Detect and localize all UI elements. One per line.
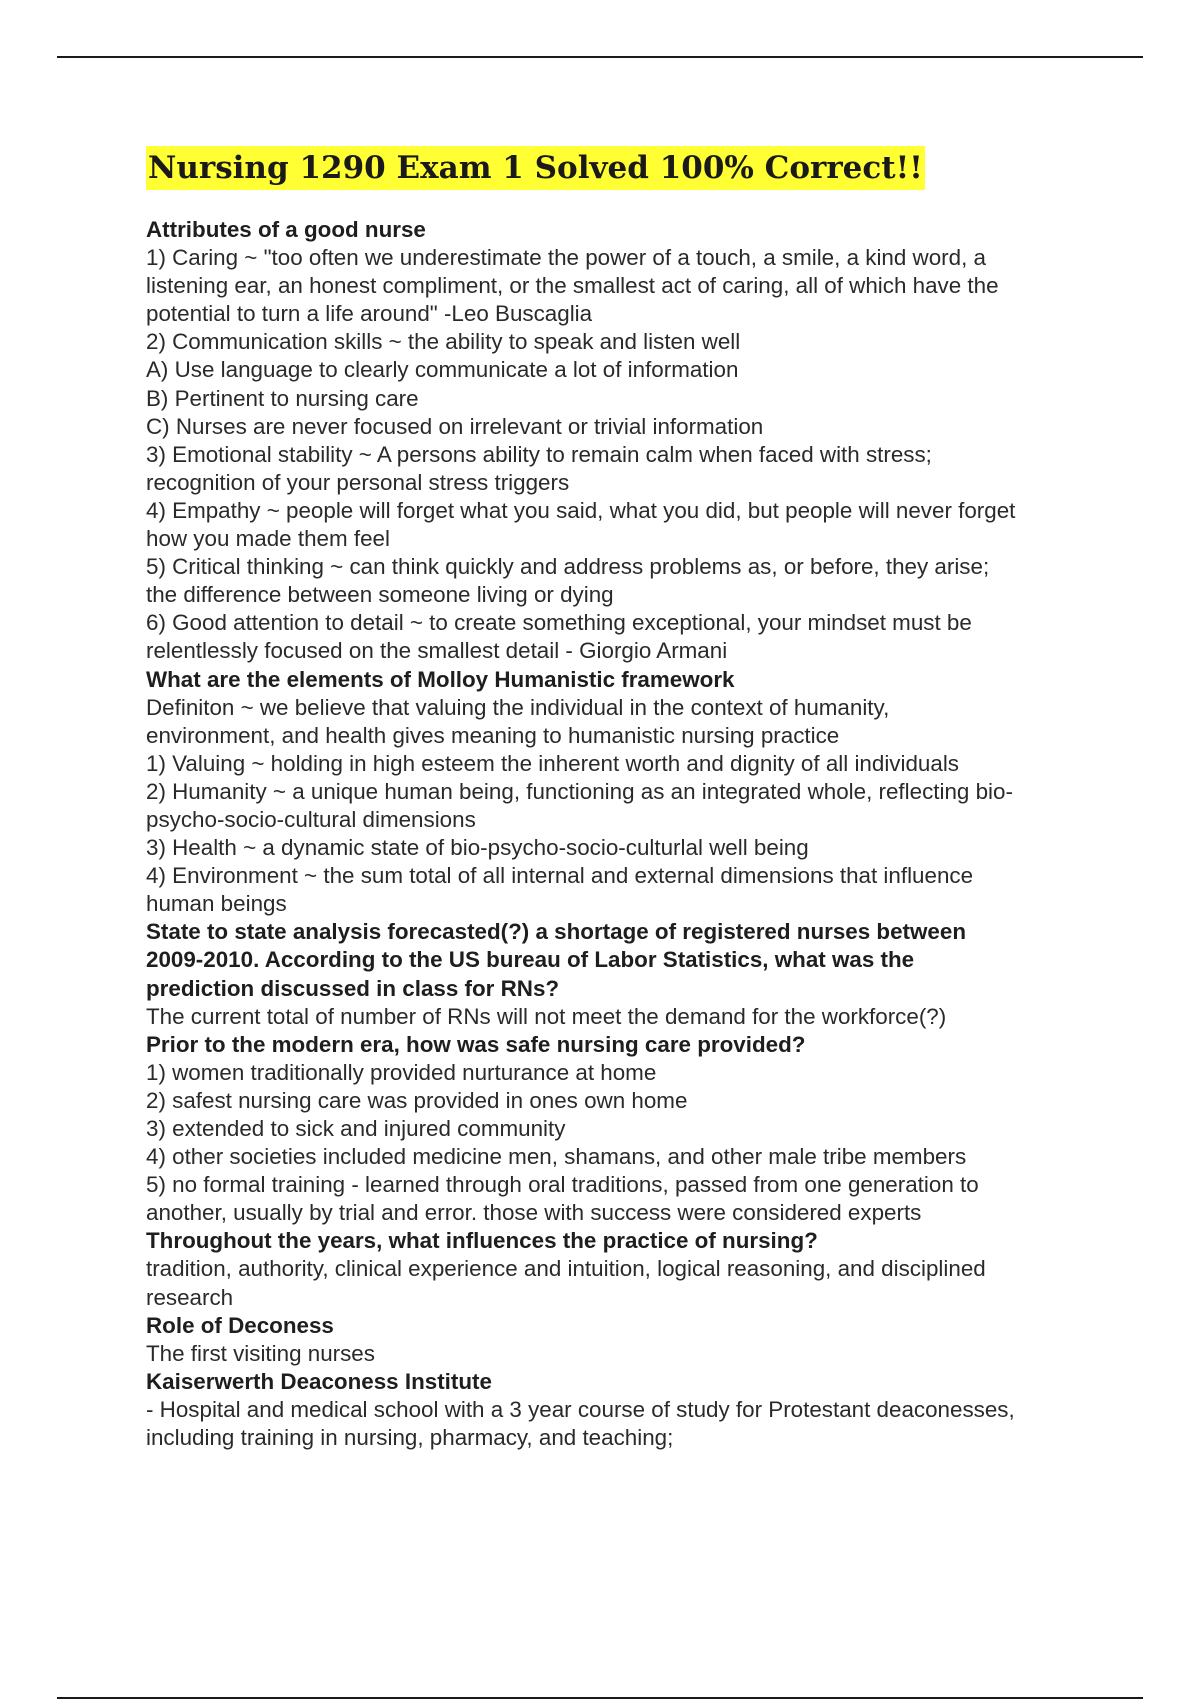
text-line: The first visiting nurses xyxy=(146,1340,375,1366)
text-line: 5) Critical thinking ~ can think quickly and address problems as, or before, they arise; xyxy=(146,554,990,580)
section-heading: Attributes of a good nurse xyxy=(146,217,426,242)
text-line: 3) extended to sick and injured community xyxy=(146,1116,566,1141)
text-line: 4) Empathy ~ people will forget what you said, what you did, but people will never forget xyxy=(146,497,1016,523)
page-title: Nursing 1290 Exam 1 Solved 100% Correct!! xyxy=(146,146,925,190)
section-heading: Prior to the modern era, how was safe nursing care provided? xyxy=(146,1031,806,1057)
text-line: listening ear, an honest compliment, or the smallest act of caring, all of which have the xyxy=(146,273,999,299)
text-line: another, usually by trial and error. those with success were considered experts xyxy=(146,1200,922,1226)
text-line: the difference between someone living or dying xyxy=(146,582,614,608)
text-line: how you made them feel xyxy=(146,526,390,552)
text-line: C) Nurses are never focused on irrelevant or trivial information xyxy=(146,413,764,439)
text-line: environment, and health gives meaning to humanistic nursing practice xyxy=(146,722,840,748)
text-line: 4) other societies included medicine men, shamans, and other male tribe members xyxy=(146,1144,967,1170)
text-line: 6) Good attention to detail ~ to create something exceptional, your mindset must be xyxy=(146,610,972,636)
text-line: potential to turn a life around" -Leo Buscaglia xyxy=(146,301,593,327)
text-line: 2) Communication skills ~ the ability to speak and listen well xyxy=(146,329,741,355)
section-heading: Throughout the years, what influences the practice of nursing? xyxy=(146,1228,818,1254)
section-heading: 2009-2010. According to the US bureau of Labor Statistics, what was the xyxy=(146,947,915,973)
text-line: The current total of number of RNs will not meet the demand for the workforce(?) xyxy=(146,1003,947,1029)
text-line: relentlessly focused on the smallest detail - Giorgio Armani xyxy=(146,638,728,664)
text-line: A) Use language to clearly communicate a lot of information xyxy=(146,357,739,383)
text-line: 1) Valuing ~ holding in high esteem the inherent worth and dignity of all individuals xyxy=(146,750,960,776)
text-line: B) Pertinent to nursing care xyxy=(146,385,419,411)
text-line: tradition, authority, clinical experience and intuition, logical reasoning, and disciplined xyxy=(146,1256,986,1282)
section-heading: prediction discussed in class for RNs? xyxy=(146,975,560,1001)
text-line: 5) no formal training - learned through oral traditions, passed from one generation to xyxy=(146,1172,979,1198)
text-line: human beings xyxy=(146,891,287,917)
document-body xyxy=(146,146,1106,1452)
bottom-rule xyxy=(57,1697,1143,1699)
text-line: 1) Caring ~ "too often we underestimate the power of a touch, a smile, a kind word, a xyxy=(146,245,986,271)
text-line: psycho-socio-cultural dimensions xyxy=(146,806,476,832)
text-line: 2) Humanity ~ a unique human being, functioning as an integrated whole, reflecting bio- xyxy=(146,778,1013,804)
section-heading: State to state analysis forecasted(?) a shortage of registered nurses between xyxy=(146,919,967,945)
text-line: recognition of your personal stress triggers xyxy=(146,469,570,495)
document-text xyxy=(146,216,1106,1452)
text-line: 2) safest nursing care was provided in ones own home xyxy=(146,1087,688,1113)
text-line: - Hospital and medical school with a 3 year course of study for Protestant deaconesses, xyxy=(146,1396,1015,1422)
section-heading: Role of Deconess xyxy=(146,1312,334,1338)
top-rule xyxy=(57,56,1143,58)
text-line: 3) Health ~ a dynamic state of bio-psycho-socio-culturlal well being xyxy=(146,835,809,861)
section-heading: Kaiserwerth Deaconess Institute xyxy=(146,1368,492,1394)
text-line: 4) Environment ~ the sum total of all internal and external dimensions that influence xyxy=(146,863,974,889)
text-line: Definiton ~ we believe that valuing the individual in the context of humanity, xyxy=(146,694,890,720)
text-line: 1) women traditionally provided nurturance at home xyxy=(146,1059,657,1085)
section-heading: What are the elements of Molloy Humanistic framework xyxy=(146,666,735,692)
text-line: including training in nursing, pharmacy, and teaching; xyxy=(146,1425,674,1451)
text-line: 3) Emotional stability ~ A persons ability to remain calm when faced with stress; xyxy=(146,441,932,467)
text-line: research xyxy=(146,1284,234,1310)
